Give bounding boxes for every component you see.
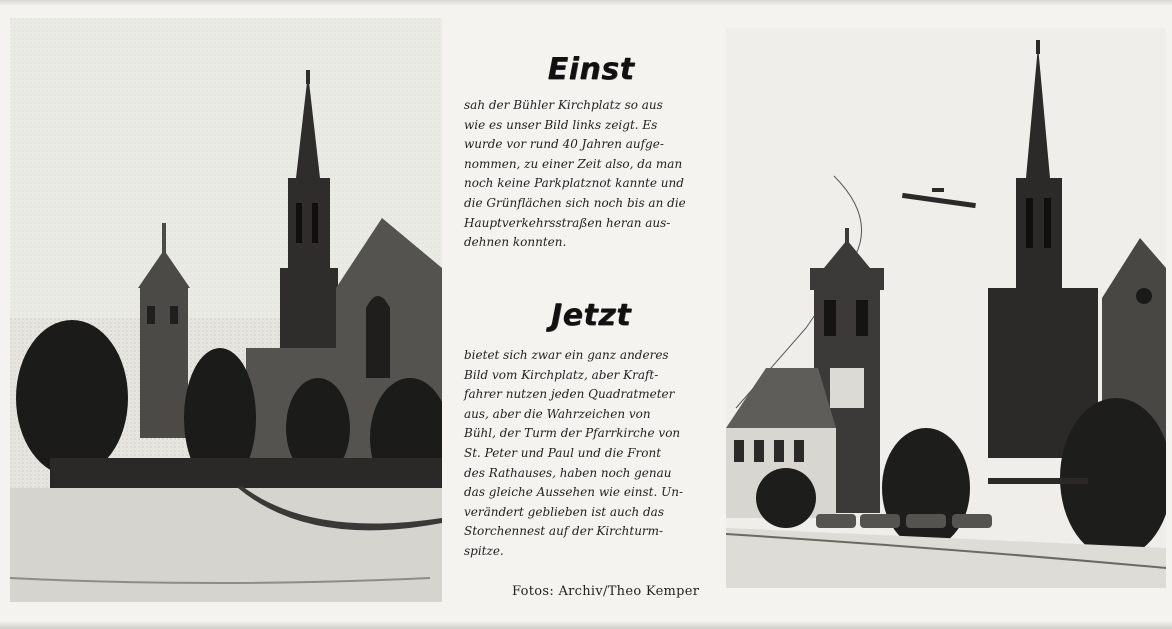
- photo-credit: Fotos: Archiv/Theo Kemper: [512, 584, 700, 599]
- paragraph-then-line: die Grünflächen sich noch bis an die: [464, 195, 686, 210]
- headline-now: Jetzt: [550, 298, 632, 333]
- headline-then: Einst: [547, 52, 635, 87]
- historic-photo-church-square: [10, 18, 442, 602]
- historic-photo-illustration: [10, 18, 442, 602]
- scan-edge-bottom: [0, 621, 1172, 629]
- paragraph-now-line: Bühl, der Turm der Pfarrkirche von: [464, 426, 681, 441]
- paragraph-then-line: sah der Bühler Kirchplatz so aus: [464, 98, 663, 112]
- paragraph-now-line: St. Peter und Paul und die Front: [464, 445, 662, 460]
- paragraph-then-line: noch keine Parkplatznot kannte und: [464, 176, 684, 191]
- paragraph-then: [464, 96, 718, 253]
- paragraph-now-line: das gleiche Aussehen wie einst. Un-: [464, 485, 684, 500]
- paragraph-now-line: Storchennest auf der Kirchturm-: [464, 524, 664, 539]
- paragraph-now-line: bietet sich zwar ein ganz anderes: [464, 348, 669, 362]
- paragraph-now-line: fahrer nutzen jeden Quadratmeter: [464, 387, 675, 402]
- paragraph-now-line: des Rathauses, haben noch genau: [464, 465, 672, 480]
- bus-shelter-roof: [988, 478, 1088, 484]
- paragraph-now-line: Bild vom Kirchplatz, aber Kraft-: [464, 367, 659, 382]
- modern-photo-illustration: [726, 28, 1166, 588]
- paragraph-now: [464, 346, 718, 562]
- paragraph-then-line: wie es unser Bild links zeigt. Es: [464, 117, 658, 132]
- paragraph-then-line: nommen, zu einer Zeit also, da man: [464, 156, 683, 171]
- paragraph-then-line: dehnen konnten.: [464, 235, 567, 250]
- paragraph-now-line: verändert geblieben ist auch das: [464, 504, 664, 519]
- scan-edge-top: [0, 0, 1172, 6]
- paragraph-now-line: spitze.: [464, 543, 504, 558]
- modern-photo-church-square: [726, 28, 1166, 588]
- paragraph-then-line: Hauptverkehrsstraßen heran aus-: [464, 215, 671, 230]
- paragraph-then-line: wurde vor rund 40 Jahren aufge-: [464, 137, 664, 152]
- paragraph-now-line: aus, aber die Wahrzeichen von: [464, 406, 651, 421]
